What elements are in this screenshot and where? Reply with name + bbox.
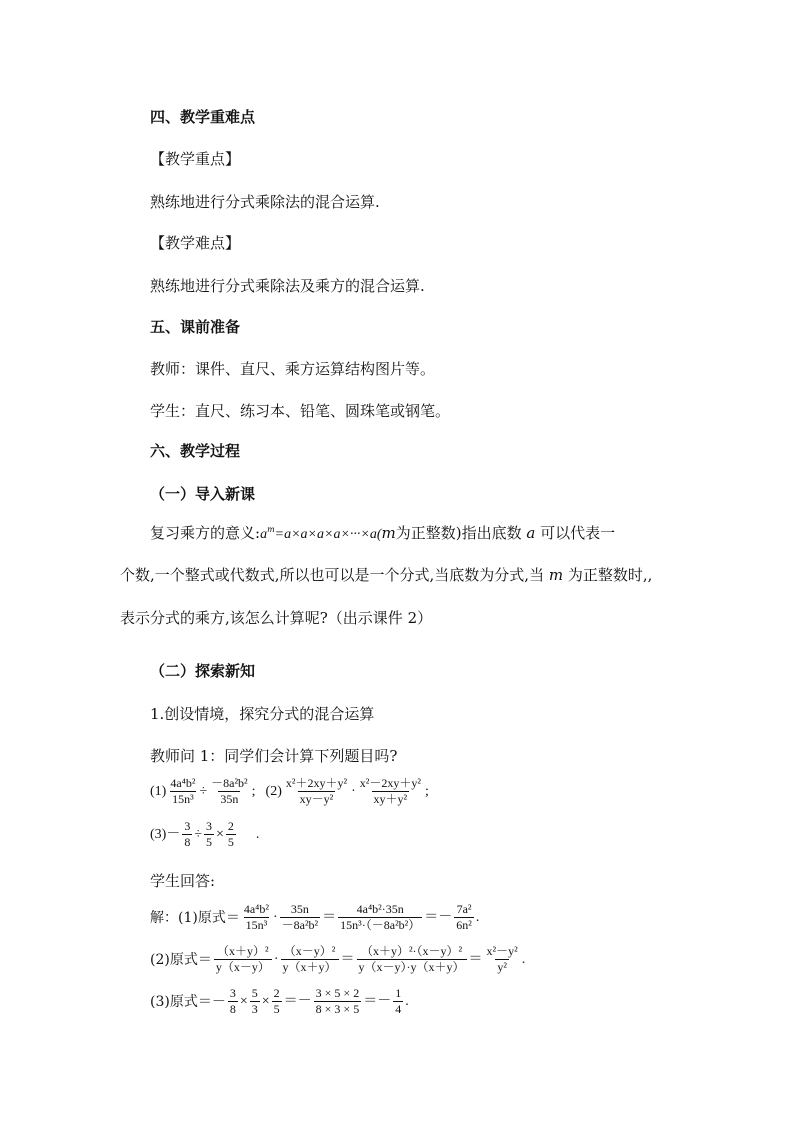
- fraction: $\frac{\text{－8a²b²}}{35n}$: [211, 776, 248, 807]
- fraction: $\frac{\text{（x＋y）²}}{y(x-y)}$: [215, 944, 270, 975]
- key-point-label: 【教学重点】: [150, 150, 241, 168]
- review-line-3: 表示分式的乘方,该怎么计算呢?（出示课件 2）: [120, 609, 433, 627]
- subsection-1-title: （一）导入新课: [150, 485, 256, 503]
- student-prep: 学生：直尺、练习本、铅笔、圆珠笔或钢笔。: [150, 402, 451, 420]
- fraction: $\frac{3}{8}$: [229, 986, 236, 1017]
- teacher-prep: 教师：课件、直尺、乘方运算结构图片等。: [150, 360, 436, 378]
- fraction: $\frac{\text{（x＋y）²·（x－y）²}}{y(x-y)\cdot y(x+y)}$: [358, 944, 465, 975]
- fraction: $\frac{2}{5}$: [273, 986, 280, 1017]
- section-5-title: 五、课前准备: [150, 318, 241, 336]
- fraction: $\frac{2}{5}$: [227, 819, 234, 850]
- fraction: $\frac{35n}{\text{－8a²b²}}$: [281, 902, 319, 933]
- fraction: $\frac{\text{x²－2xy＋y²}}{\text{xy＋y²}}$: [359, 776, 421, 807]
- review-line-1: 复习乘方的意义$:a^m=a\times a\times a\times a\times\cdot\cdot\cdot\times a(m$为正整数)指出底数 a 可以代表一: [150, 524, 616, 542]
- difficulty-label: 【教学难点】: [150, 234, 241, 252]
- solution-1: 解：(1)原式＝ $\frac{\text{4a⁴b²}}{\text{15n³}}$ · $\frac{35n}{\text{－8a²b²}}$ ＝ $\frac{\text{4a⁴b²·35n}}{\text{15n³·（－8a²b²）}}$ ＝－ $\frac{\text{7a²}}{\text{6n²}}$ .: [150, 902, 480, 933]
- fraction: $\frac{3}{8}$: [184, 819, 191, 850]
- section-4-title: 四、教学重难点: [150, 108, 256, 126]
- section-6-title: 六、教学过程: [150, 442, 241, 460]
- fraction: $\frac{5}{3}$: [251, 986, 258, 1017]
- fraction: $\frac{\text{4a⁴b²}}{\text{15n³}}$: [243, 902, 269, 933]
- fraction: $\frac{\text{7a²}}{\text{6n²}}$: [456, 902, 472, 933]
- difficulty-text: 熟练地进行分式乘除法及乘方的混合运算.: [150, 277, 425, 295]
- teacher-question: 教师问 1：同学们会计算下列题目吗?: [150, 747, 398, 765]
- fraction: $\frac{\text{4a⁴b²·35n}}{\text{15n³·（－8a²b²）}}$: [340, 902, 421, 933]
- subsection-2-title: （二）探索新知: [150, 662, 256, 680]
- fraction: $\frac{\text{4a⁴b²}}{\text{15n³}}$: [170, 776, 196, 807]
- fraction: $\frac{\text{x²＋2xy＋y²}}{\text{xy－y²}}$: [285, 776, 348, 807]
- solution-2: (2)原式＝ $\frac{\text{（x＋y）²}}{y(x-y)}$ · $\frac{\text{（x－y）²}}{y(x+y)}$ ＝ $\frac{\text{（x＋y）²·（x－y）²}}{y(x-y)\cdot y(x+y)}$ ＝ $\frac{\text{x²－y²}}{\text{y²}}$ .: [150, 944, 526, 975]
- solution-3: (3)原式＝－ $\frac{3}{8}$ × $\frac{5}{3}$ × $\frac{2}{5}$ ＝－ $\frac{3 \times 5 \times 2}{8 \times 3 \times 5}$ ＝－ $\frac{1}{4}$ .: [150, 986, 409, 1017]
- fraction: $\frac{3}{5}$: [206, 819, 213, 850]
- fraction: $\frac{\text{（x－y）²}}{y(x+y)}$: [282, 944, 337, 975]
- fraction: $\frac{1}{4}$: [395, 986, 402, 1017]
- problem-1-2: (1) $\frac{\text{4a⁴b²}}{\text{15n³}}$ ÷ $\frac{\text{－8a²b²}}{35n}$ ; (2) $\frac{\text{x²＋2xy＋y²}}{\text{xy－y²}}$ · $\frac{\text{x²－2xy＋y²}}{\text{xy＋y²}}$ ;: [150, 776, 429, 807]
- fraction: $\frac{3 \times 5 \times 2}{8 \times 3 \times 5}$: [315, 986, 360, 1017]
- item-1-heading: 1.创设情境，探究分式的混合运算: [150, 705, 375, 723]
- student-answer-label: 学生回答:: [150, 872, 216, 890]
- problem-3: (3)－ $\frac{3}{8}$ ÷ $\frac{3}{5}$ × $\frac{2}{5}$ .: [150, 819, 260, 850]
- review-line-2: 个数,一个整式或代数式,所以也可以是一个分式,当底数为分式,当 m 为正整数时,,: [120, 566, 653, 584]
- fraction: $\frac{\text{x²－y²}}{\text{y²}}$: [486, 944, 518, 975]
- key-point-text: 熟练地进行分式乘除法的混合运算.: [150, 193, 380, 211]
